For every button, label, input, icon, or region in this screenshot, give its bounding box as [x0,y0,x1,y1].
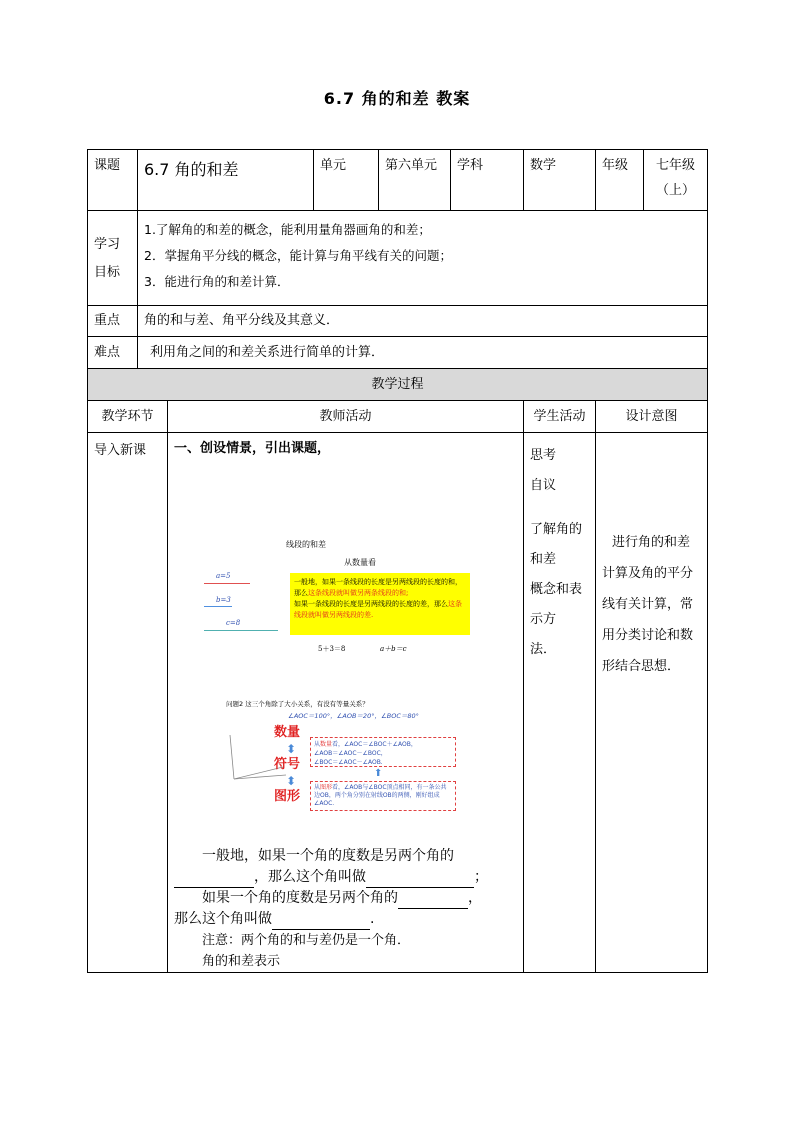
design-line: 进行角的和差 [612,535,691,550]
para1-c: ； [474,868,488,885]
slide1-subtitle: 从数量看 [344,557,376,567]
student-line: 概念和表示方 [530,582,583,627]
design-line: 计算及角的平分 [602,566,694,581]
slide2-question: 问题2 这三个角除了大小关系，有没有等量关系？ [226,699,369,708]
slide1-title: 线段的和差 [286,539,326,549]
design-intent [596,433,708,973]
definition-paragraph [174,846,517,972]
grade-value-line2: （上） [656,183,696,198]
student-line: 法． [530,642,557,657]
slide2-angles: ∠AOC＝100°，∠AOB＝20°，∠BOC＝80° [288,711,419,720]
objectives-list [138,211,708,306]
student-line: 自议 [530,478,557,493]
key-point-text: 角的和与差、角平分线及其意义． [138,306,708,337]
box1-red: 数量 [320,740,333,748]
para2-c: 那么这个角叫做 [174,910,272,927]
objectives-label-2: 目标 [94,265,121,280]
def2-red: 这条线段就叫做另两线段的差. [294,599,462,619]
arrow-up: ⬆ [374,767,383,779]
subject-value: 数学 [524,150,596,211]
col-student: 学生活动 [524,401,596,433]
shape-box [310,781,456,811]
subject-label: 学科 [451,150,524,211]
difficulty-text: 利用角之间的和差关系进行简单的计算． [138,337,708,369]
slide-segment-sum [174,463,517,653]
col-design: 设计意图 [596,401,708,433]
para2-a: 如果一个角的度数是另两个角的 [202,889,398,906]
blank-3[interactable] [398,894,468,909]
label-symbol: 符号 [274,756,301,772]
box1-line2: ∠AOB＝∠AOC－∠BOC， [314,749,387,757]
objective-item: 3．能进行角的和差计算． [144,274,290,289]
col-teacher: 教师活动 [168,401,524,433]
teacher-heading: 一、创设情景，引出课题， [174,441,331,456]
def1-red: 这条线段就叫做另两条线段的和; [308,588,409,597]
para2-b: ， [468,889,482,906]
segment-c-line [204,630,278,631]
process-section-title: 教学过程 [88,369,708,401]
blank-2[interactable] [366,873,474,888]
blank-1[interactable] [174,873,254,888]
arrow-up-down-2: ⬍ [286,773,297,788]
para1-b: ，那么这个角叫做 [254,868,366,885]
design-line: 线有关计算，常 [602,597,694,612]
definition-box [290,573,470,635]
grade-value [644,150,708,211]
student-line: 思考 [530,448,557,463]
step-cell: 导入新课 [88,433,168,973]
def1-text: 一般地，如果一条线段的长度是另两线段的长度的和，那么 [294,577,462,597]
design-line: 用分类讨论和数 [602,628,694,643]
grade-label: 年级 [596,150,644,211]
quantity-box [310,737,456,767]
box1-suffix: 看，∠AOC＝∠BOC＋∠AOB， [332,740,417,748]
course-label: 课题 [88,150,138,211]
objective-item: 2．掌握角平分线的概念，能计算与角平线有关的问题； [144,248,452,263]
label-quantity: 数量 [274,724,301,740]
difficulty-label: 难点 [88,337,138,369]
blank-4[interactable] [272,915,370,930]
unit-label: 单元 [314,150,379,211]
student-activity [524,433,596,973]
box2-prefix: 从 [314,783,321,791]
unit-value: 第六单元 [379,150,451,211]
label-shape: 图形 [274,788,301,804]
segment-a-label: a=5 [216,571,231,580]
objective-item: 1.了解角的和差的概念，能利用量角器画角的和差； [144,222,431,237]
note-line: 注意：两个角的和与差仍是一个角． [202,932,411,948]
box1-line3: ∠BOC＝∠AOC－∠AOB. [314,758,383,766]
segment-b-line [204,606,232,607]
design-line: 形结合思想． [602,659,681,674]
arrow-up-down-1: ⬍ [286,741,297,756]
student-line: 了解角的和差 [530,522,583,567]
ray-oa [230,735,234,779]
equation-symbolic: a＋b＝c [380,644,407,653]
teacher-activity [168,433,524,973]
segment-c-label: c=8 [226,618,241,627]
segment-b-label: b=3 [216,595,231,604]
document-title: 6.7 角的和差 教案 [323,89,471,108]
grade-value-line1: 七年级 [656,158,696,173]
def2-text: 如果一条线段的长度是另两线段的长度的差，那么 [294,599,448,608]
objectives-label-1: 学习 [94,237,121,252]
equation-numeric: 5＋3＝8 [318,644,346,653]
box2-red: 图形 [320,783,333,791]
para1-a: 一般地，如果一个角的度数是另两个角的 [202,847,454,864]
key-point-label: 重点 [88,306,138,337]
segment-a-line [204,583,250,584]
course-value: 6.7 角的和差 [138,150,314,211]
representation-line: 角的和差表示 [202,953,281,969]
box2-suffix: 看，∠AOB与∠BOC顶点相同，有一条公共边OB，两个角分别在射线OB的两侧，刚好组成∠AOC. [314,783,447,807]
lesson-plan-table [87,149,708,973]
slide-angle-sum [174,685,517,830]
box1-prefix: 从 [314,740,321,748]
para2-d: . [370,910,375,927]
col-step: 教学环节 [88,401,168,433]
objectives-label [88,211,138,306]
